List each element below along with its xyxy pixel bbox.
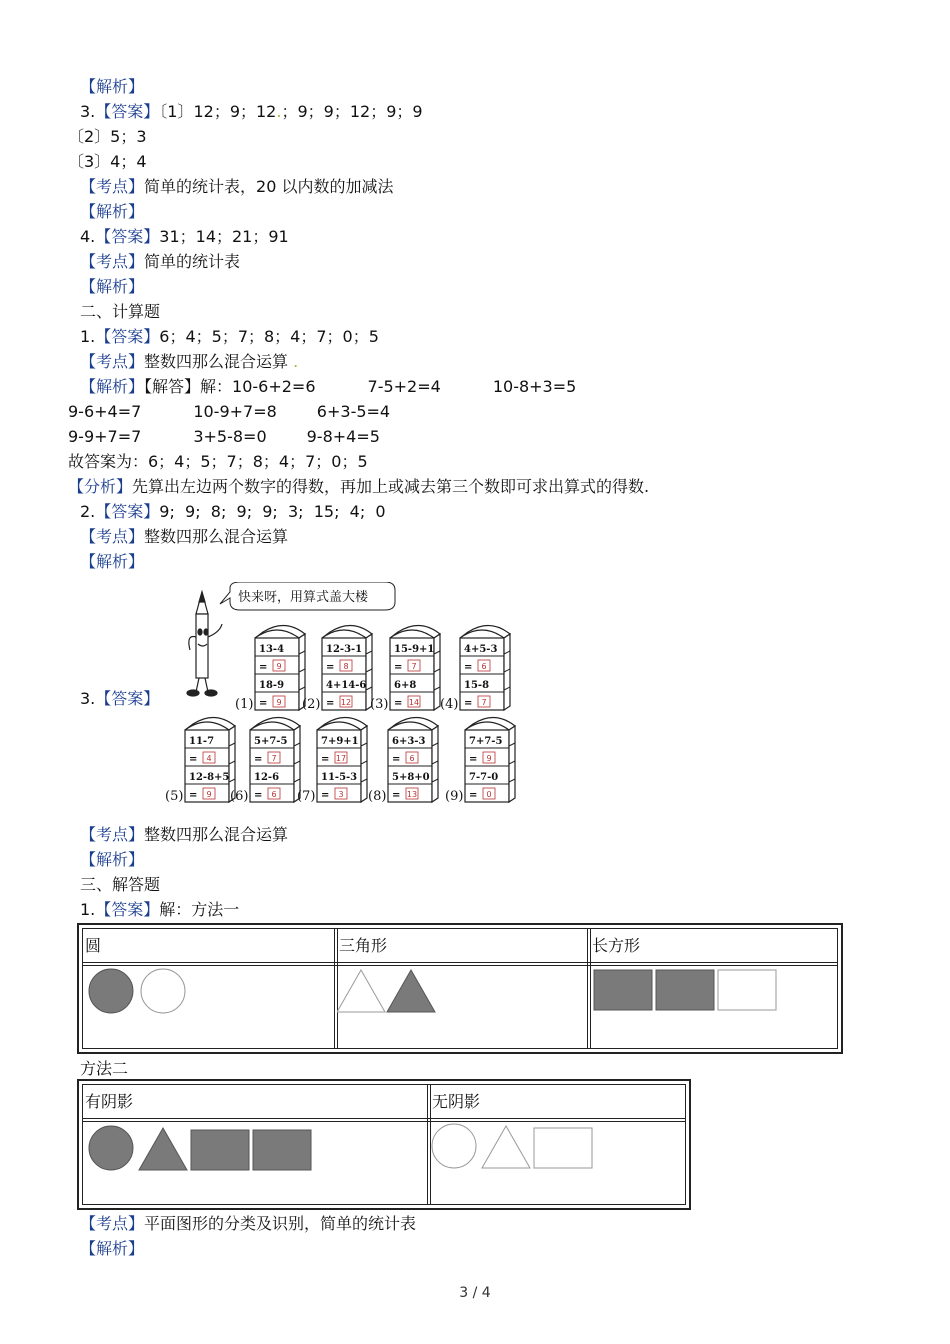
house-9 — [445, 717, 515, 804]
house-bottom-expr: 15-8 — [464, 680, 490, 691]
plain-triangle — [337, 970, 385, 1012]
house-label: (6) — [230, 789, 249, 804]
shaded-circle — [89, 969, 133, 1013]
line-kaodian-3: 【考点】简单的统计表，20 以内数的加减法 — [80, 177, 394, 196]
plain-triangle — [482, 1126, 530, 1168]
page-number: 3 / 4 — [459, 1285, 491, 1301]
section-heading-2: 二、计算题 — [80, 302, 161, 321]
shaded-rectangle-2 — [253, 1130, 311, 1170]
house-bottom-eq: = — [464, 698, 473, 709]
line-answer-3: 3.【答案】〔1〕12；9；12.；9；9；12；9；9 — [80, 102, 423, 121]
header-shaded: 有阴影 — [85, 1092, 134, 1111]
triangles-cell — [337, 966, 587, 1026]
house-bottom-expr: 4+14-6 — [326, 680, 367, 691]
line-answer-3-3: 〔3〕4；4 — [68, 152, 147, 171]
shaded-triangle — [387, 970, 435, 1012]
answer-value: 14 — [408, 698, 420, 707]
line-summary: 故答案为：6；4；5；7；8；4；7；0；5 — [68, 452, 368, 471]
house-label: (9) — [445, 789, 464, 804]
house-top-eq: = — [464, 662, 473, 673]
house-roof — [388, 717, 438, 730]
header-rectangle: 长方形 — [592, 936, 641, 955]
answer-value: 9 — [276, 662, 282, 671]
line-jiexi-c1: 【解析】【解答】解：10-6+2=6 7-5+2=4 10-8+3=5 — [80, 377, 577, 396]
house-bottom-expr: 18-9 — [259, 680, 285, 691]
line-answer-4: 4.【答案】31；14；21；91 — [80, 227, 289, 246]
house-bottom-expr: 6+8 — [394, 680, 417, 691]
house-top-eq: = — [469, 754, 478, 765]
house-label: (7) — [297, 789, 316, 804]
answer-value: 4 — [206, 754, 212, 763]
answer-value: 9 — [276, 698, 282, 707]
answer-value: 7 — [411, 662, 417, 671]
answer-value: 8 — [343, 662, 349, 671]
house-top-expr: 15-9+1 — [394, 644, 435, 655]
answer-value: 6 — [271, 790, 277, 799]
answer-value: 0 — [486, 790, 492, 799]
house-top-eq: = — [326, 662, 335, 673]
answer-value: 3 — [338, 790, 344, 799]
answer-value: 7 — [481, 698, 487, 707]
shaded-rectangle-1 — [191, 1130, 249, 1170]
house-bottom-expr: 7-7-0 — [469, 772, 499, 783]
house-top-expr: 6+3-3 — [392, 736, 426, 747]
house-label: (3) — [370, 697, 389, 712]
answer-value: 12 — [340, 698, 352, 707]
line-fenxi: 【分析】先算出左边两个数字的得数，再加上或减去第三个数即可求出算式的得数. — [68, 477, 650, 496]
line-answer-c3: 3.【答案】 — [80, 689, 160, 708]
house-1 — [235, 625, 305, 712]
house-top-eq: = — [394, 662, 403, 673]
house-roof — [250, 717, 300, 730]
circles-cell — [83, 966, 333, 1026]
line-jiexi-4: 【解析】 — [80, 277, 145, 296]
line-kaodian-c2: 【考点】整数四那么混合运算 — [80, 527, 289, 546]
house-label: (4) — [440, 697, 459, 712]
house-8 — [368, 717, 438, 804]
answer-value: 17 — [335, 754, 347, 763]
house-top-eq: = — [189, 754, 198, 765]
house-roof — [390, 625, 440, 638]
answer-value: 6 — [481, 662, 487, 671]
house-bottom-eq: = — [392, 790, 401, 801]
house-bottom-eq: = — [326, 698, 335, 709]
answer-value: 6 — [409, 754, 415, 763]
house-top-eq: = — [254, 754, 263, 765]
line-jiexi-s1: 【解析】 — [80, 1239, 145, 1258]
header-circle: 圆 — [85, 936, 102, 955]
house-3 — [370, 625, 440, 712]
answer-value: 9 — [486, 754, 492, 763]
shaded-shapes-cell — [83, 1122, 423, 1182]
house-bottom-eq: = — [469, 790, 478, 801]
houses-figure — [160, 582, 530, 807]
house-label: (8) — [368, 789, 387, 804]
house-7 — [297, 717, 367, 804]
line-calc-2: 9-6+4=7 10-9+7=8 6+3-5=4 — [68, 402, 391, 421]
house-label: (2) — [302, 697, 321, 712]
unshaded-shapes-cell — [430, 1122, 690, 1182]
house-2 — [302, 625, 372, 712]
section-heading-3: 三、解答题 — [80, 875, 161, 894]
header-triangle: 三角形 — [339, 936, 388, 955]
line-kaodian-s1: 【考点】平面图形的分类及识别，简单的统计表 — [80, 1214, 417, 1233]
house-top-expr: 7+9+1 — [321, 736, 359, 747]
house-roof — [460, 625, 510, 638]
house-4 — [440, 625, 510, 712]
house-6 — [230, 717, 300, 804]
line-answer-3-2: 〔2〕5；3 — [68, 127, 147, 146]
stray-dot: . — [276, 102, 282, 121]
house-bottom-eq: = — [394, 698, 403, 709]
house-label: (1) — [235, 697, 254, 712]
shaded-rectangle-1 — [594, 970, 652, 1010]
plain-rectangle — [534, 1128, 592, 1168]
house-bottom-expr: 12-6 — [254, 772, 280, 783]
house-top-expr: 5+7-5 — [254, 736, 288, 747]
plain-rectangle — [718, 970, 776, 1010]
shaded-circle — [89, 1126, 133, 1170]
line-jiexi-1 — [80, 77, 144, 97]
house-roof — [465, 717, 515, 730]
table-method-one — [77, 923, 843, 1054]
line-answer-s1: 1.【答案】解：方法一 — [80, 900, 240, 919]
shaded-rectangle-2 — [656, 970, 714, 1010]
plain-circle — [432, 1124, 476, 1168]
house-roof — [255, 625, 305, 638]
answer-value: 7 — [271, 754, 277, 763]
house-bottom-eq: = — [189, 790, 198, 801]
tag-jiexi: 【解析】 — [80, 77, 145, 96]
house-top-expr: 11-7 — [189, 736, 215, 747]
house-top-expr: 12-3-1 — [326, 644, 363, 655]
shaded-triangle — [139, 1128, 187, 1170]
line-jiexi-c2: 【解析】 — [80, 552, 145, 571]
line-answer-c1: 1.【答案】6；4；5；7；8；4；7；0；5 — [80, 327, 379, 346]
house-top-eq: = — [392, 754, 401, 765]
line-answer-c2: 2.【答案】9; 9; 8; 9; 9; 3; 15; 4; 0 — [80, 502, 386, 521]
house-5 — [165, 717, 235, 804]
house-roof — [185, 717, 235, 730]
house-roof — [317, 717, 367, 730]
pencil-character-icon — [187, 592, 222, 696]
plain-circle — [141, 969, 185, 1013]
house-bottom-eq: = — [321, 790, 330, 801]
house-label: (5) — [165, 789, 184, 804]
house-top-expr: 13-4 — [259, 644, 285, 655]
house-top-expr: 7+7-5 — [469, 736, 503, 747]
line-jiexi-3: 【解析】 — [80, 202, 145, 221]
answer-value: 9 — [206, 790, 212, 799]
house-top-eq: = — [259, 662, 268, 673]
speech-bubble-text: 快来呀，用算式盖大楼 — [238, 590, 369, 605]
house-bottom-expr: 12-8+5 — [189, 772, 230, 783]
house-roof — [322, 625, 372, 638]
house-bottom-expr: 5+8+0 — [392, 772, 430, 783]
header-unshaded: 无阴影 — [432, 1092, 481, 1111]
house-bottom-eq: = — [259, 698, 268, 709]
line-kaodian-c3: 【考点】整数四那么混合运算 — [80, 825, 289, 844]
line-kaodian-c1: 【考点】整数四那么混合运算 . — [80, 352, 299, 371]
rectangles-cell — [590, 966, 840, 1026]
house-bottom-expr: 11-5-3 — [321, 772, 358, 783]
line-jiexi-c3: 【解析】 — [80, 850, 145, 869]
house-bottom-eq: = — [254, 790, 263, 801]
table-method-two — [77, 1079, 691, 1210]
answer-value: 13 — [406, 790, 418, 799]
line-kaodian-4: 【考点】简单的统计表 — [80, 252, 241, 271]
line-calc-3: 9-9+7=7 3+5-8=0 9-8+4=5 — [68, 427, 380, 446]
house-top-expr: 4+5-3 — [464, 644, 498, 655]
house-top-eq: = — [321, 754, 330, 765]
line-method-two: 方法二 — [80, 1059, 129, 1078]
